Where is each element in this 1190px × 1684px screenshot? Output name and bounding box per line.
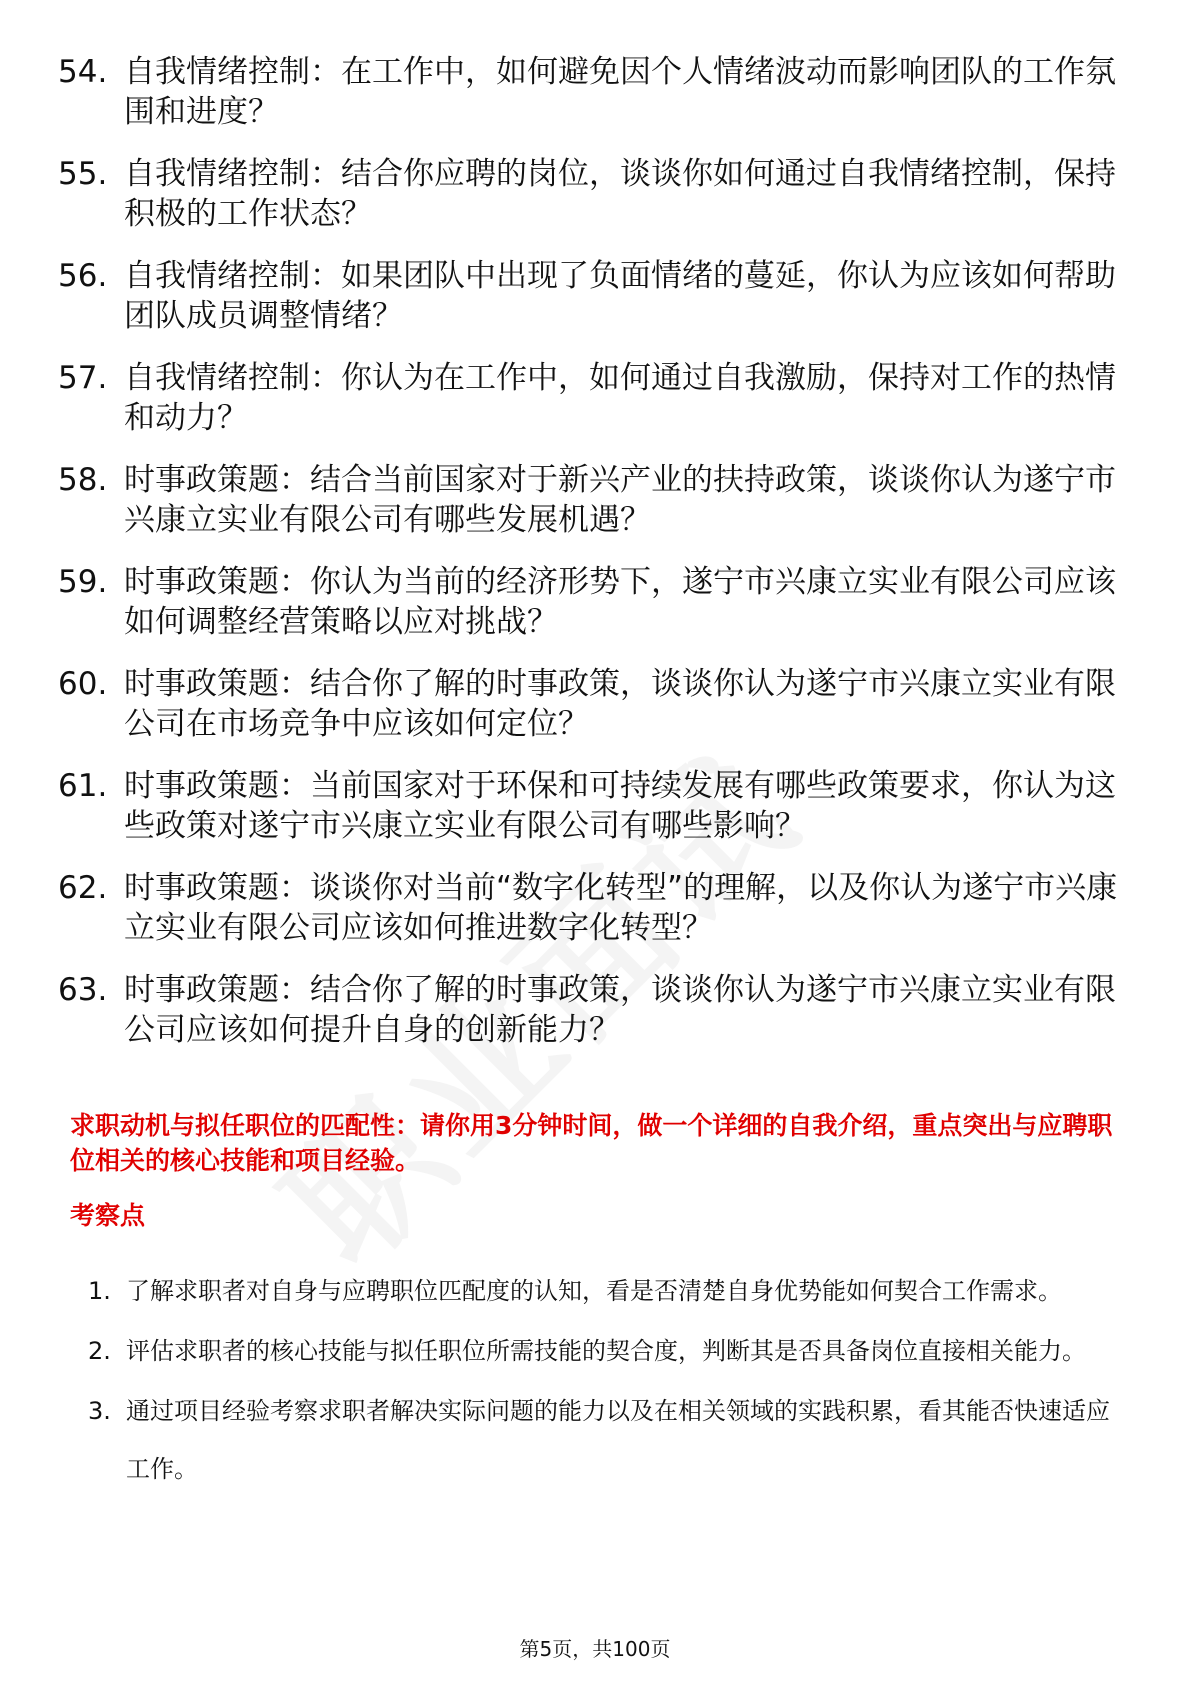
question-item	[58, 358, 1138, 438]
question-number: 61.	[58, 768, 108, 804]
question-list	[58, 52, 1138, 1072]
point-item	[88, 1322, 1128, 1380]
question-text: 自我情绪控制：结合你应聘的岗位，谈谈你如何通过自我情绪控制，保持积极的工作状态？	[124, 156, 1116, 232]
point-number: 3.	[88, 1397, 111, 1425]
question-text: 自我情绪控制：在工作中，如何避免因个人情绪波动而影响团队的工作氛围和进度？	[124, 54, 1116, 130]
point-text: 通过项目经验考察求职者解决实际问题的能力以及在相关领域的实践积累，看其能否快速适应工作。	[126, 1397, 1110, 1483]
point-item	[88, 1262, 1128, 1320]
question-text: 时事政策题：谈谈你对当前“数字化转型”的理解，以及你认为遂宁市兴康立实业有限公司应该如何推进数字化转型？	[124, 870, 1118, 946]
question-item	[58, 562, 1138, 642]
question-number: 60.	[58, 666, 108, 702]
point-text: 了解求职者对自身与应聘职位匹配度的认知，看是否清楚自身优势能如何契合工作需求。	[126, 1277, 1062, 1305]
point-number: 1.	[88, 1277, 111, 1305]
question-number: 54.	[58, 54, 108, 90]
question-item	[58, 970, 1138, 1050]
question-number: 55.	[58, 156, 108, 192]
question-number: 59.	[58, 564, 108, 600]
section-subheading: 考察点	[70, 1201, 146, 1230]
question-text: 时事政策题：当前国家对于环保和可持续发展有哪些政策要求，你认为这些政策对遂宁市兴康立实业有限公司有哪些影响？	[124, 768, 1116, 844]
question-number: 62.	[58, 870, 108, 906]
question-item	[58, 154, 1138, 234]
question-item	[58, 664, 1138, 744]
question-item	[58, 868, 1138, 948]
question-text: 自我情绪控制：你认为在工作中，如何通过自我激励，保持对工作的热情和动力？	[124, 360, 1116, 436]
question-number: 58.	[58, 462, 108, 498]
assessment-points	[88, 1262, 1128, 1500]
question-text: 时事政策题：你认为当前的经济形势下，遂宁市兴康立实业有限公司应该如何调整经营策略以应对挑战？	[124, 564, 1116, 640]
section-heading: 求职动机与拟任职位的匹配性：请你用3分钟时间，做一个详细的自我介绍，重点突出与应聘职位相关的核心技能和项目经验。	[70, 1111, 1113, 1175]
question-text: 自我情绪控制：如果团队中出现了负面情绪的蔓延，你认为应该如何帮助团队成员调整情绪？	[124, 258, 1116, 334]
question-number: 56.	[58, 258, 108, 294]
question-item	[58, 256, 1138, 336]
question-number: 63.	[58, 972, 108, 1008]
question-number: 57.	[58, 360, 108, 396]
question-item	[58, 766, 1138, 846]
point-item	[88, 1382, 1128, 1498]
question-text: 时事政策题：结合你了解的时事政策，谈谈你认为遂宁市兴康立实业有限公司应该如何提升自身的创新能力？	[124, 972, 1116, 1048]
point-text: 评估求职者的核心技能与拟任职位所需技能的契合度，判断其是否具备岗位直接相关能力。	[126, 1337, 1086, 1365]
page-footer: 第5页，共100页	[519, 1637, 671, 1661]
question-text: 时事政策题：结合你了解的时事政策，谈谈你认为遂宁市兴康立实业有限公司在市场竞争中应该如何定位？	[124, 666, 1116, 742]
question-item	[58, 52, 1138, 132]
question-text: 时事政策题：结合当前国家对于新兴产业的扶持政策，谈谈你认为遂宁市兴康立实业有限公司有哪些发展机遇？	[124, 462, 1116, 538]
question-item	[58, 460, 1138, 540]
point-number: 2.	[88, 1337, 111, 1365]
